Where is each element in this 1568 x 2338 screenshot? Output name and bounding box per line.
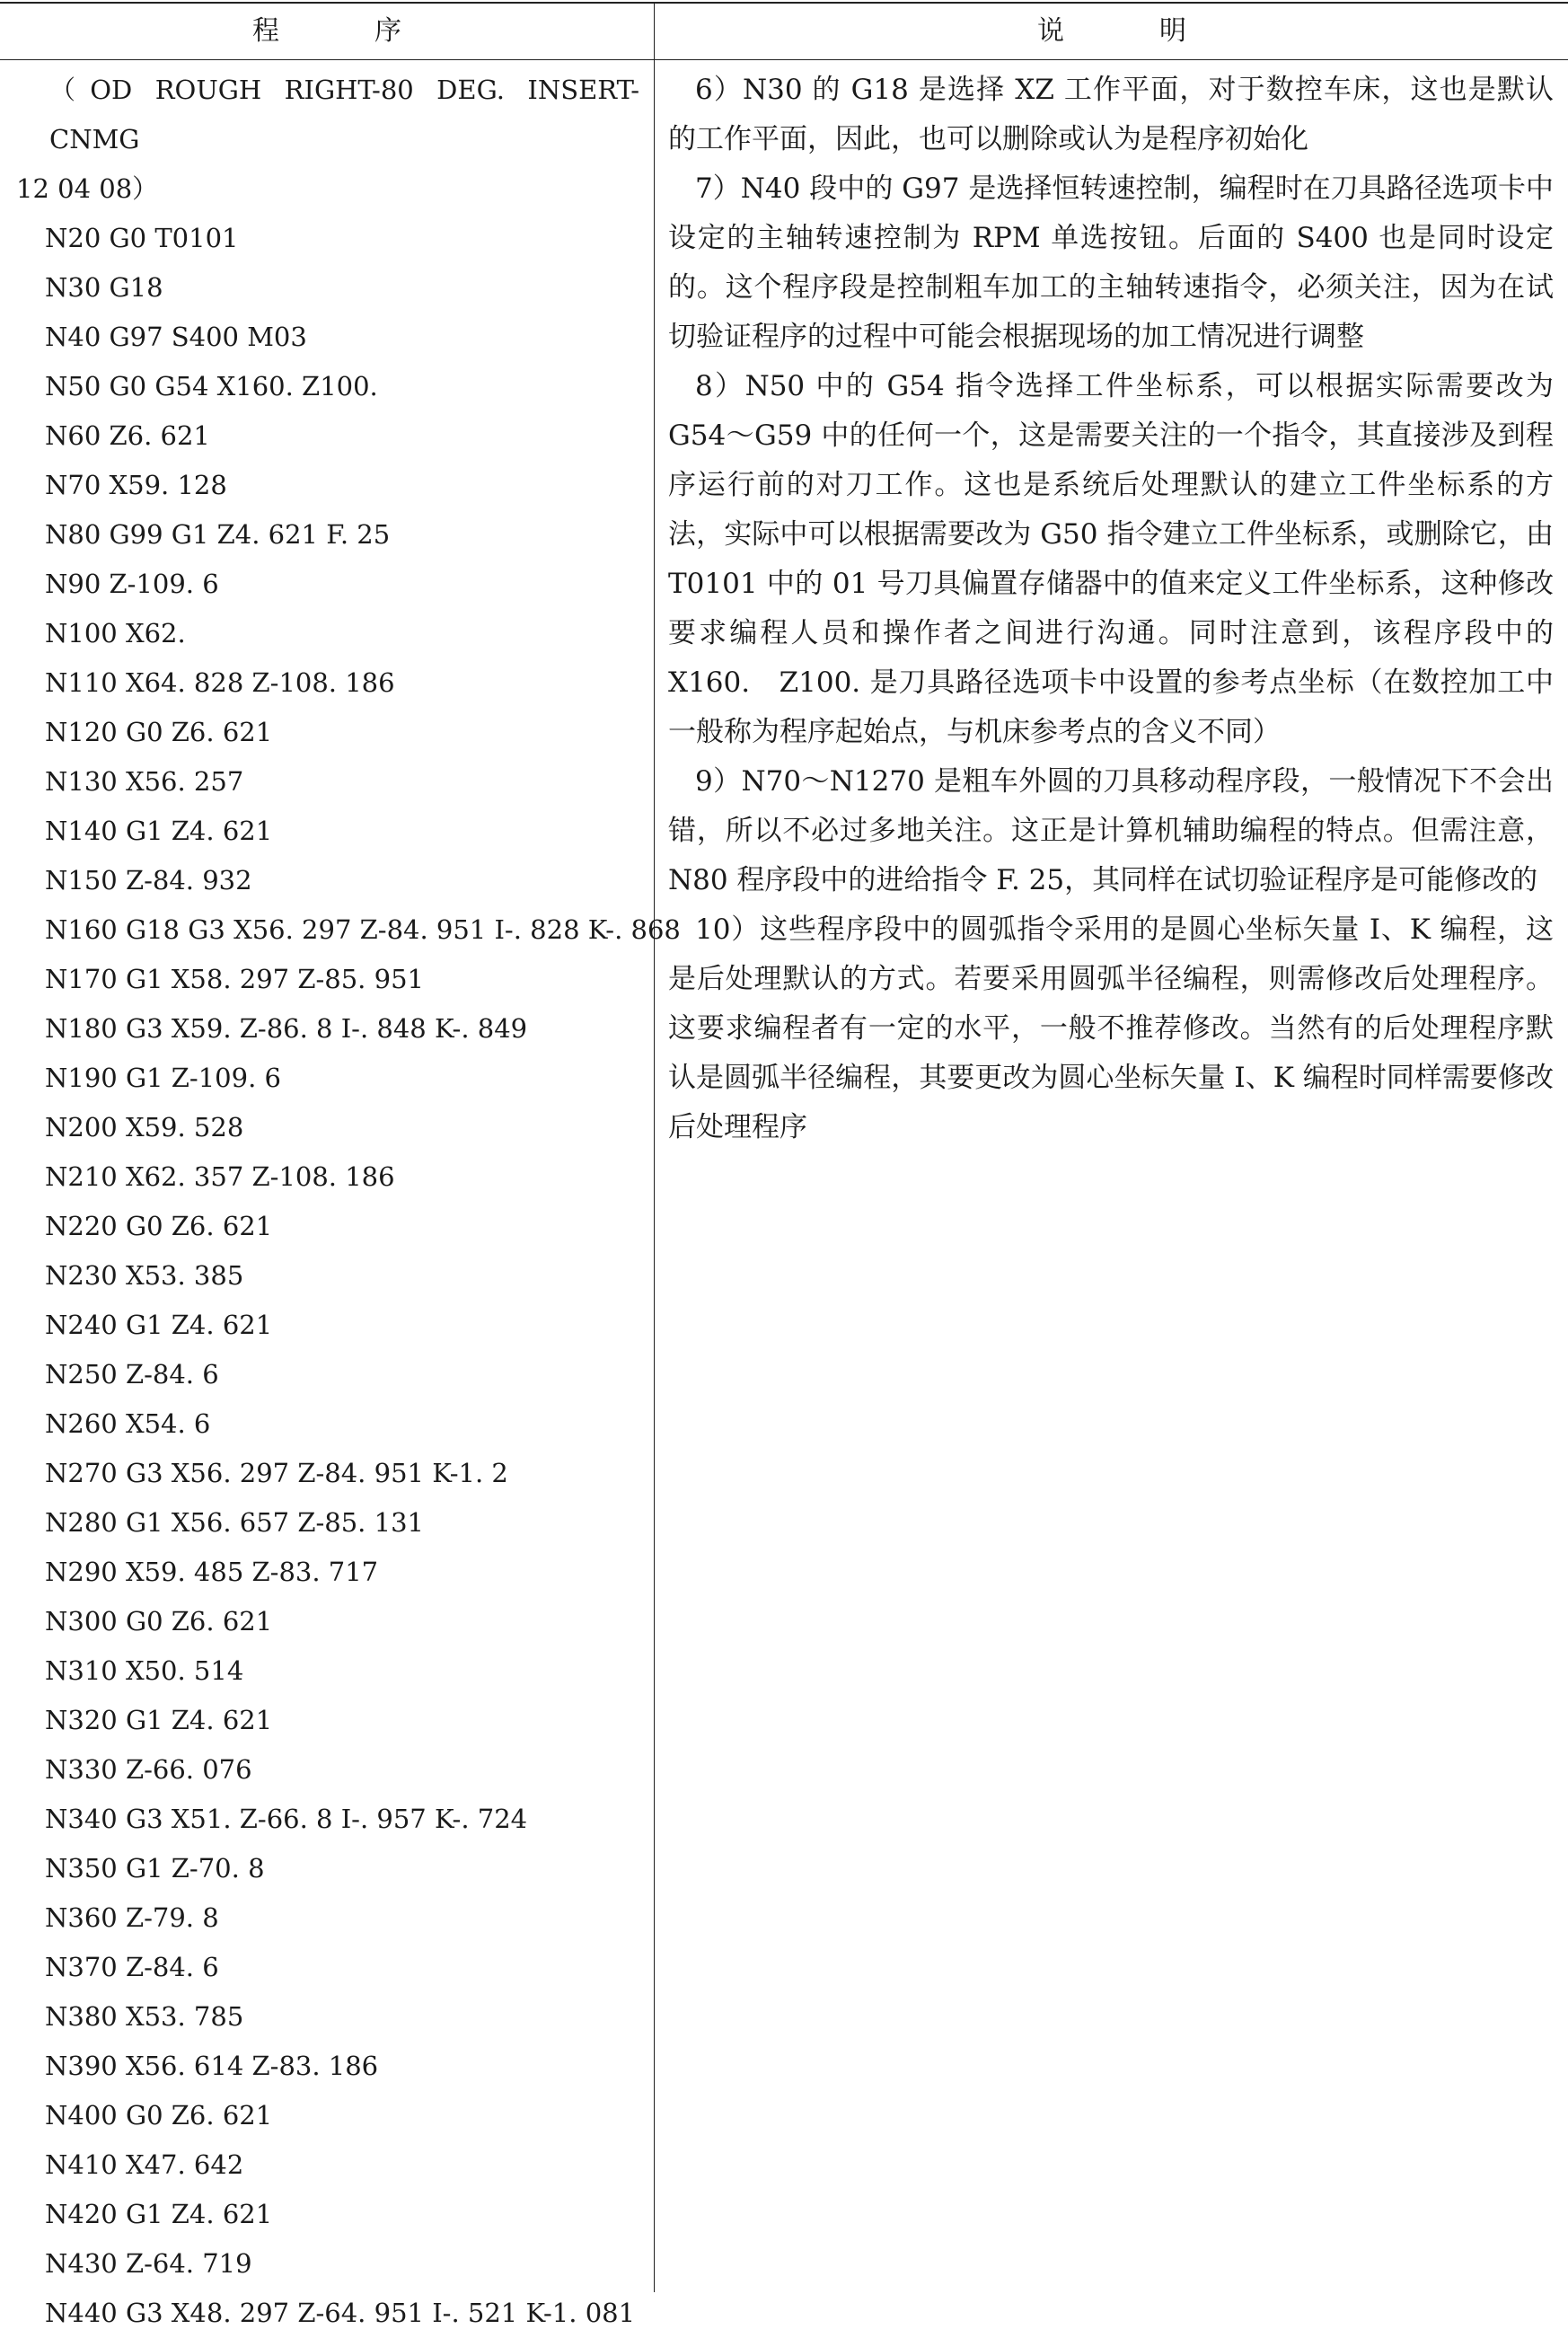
- explanation-paragraph: 6）N30 的 G18 是选择 XZ 工作平面，对于数控车床，这也是默认的工作平面，因此，也可以删除或认为是程序初始化: [668, 74, 1554, 155]
- program-line: N140 G1 Z4. 621: [45, 816, 273, 846]
- program-intro-line-2: 12 04 08）: [16, 173, 159, 204]
- program-line: N270 G3 X56. 297 Z-84. 951 K-1. 2: [45, 1458, 508, 1488]
- program-line: N410 X47. 642: [45, 2149, 244, 2180]
- column-divider: [654, 2, 655, 2292]
- header-explanation: 说 明: [1037, 15, 1220, 47]
- program-line: N20 G0 T0101: [45, 223, 239, 253]
- program-line: N350 G1 Z-70. 8: [45, 1853, 265, 1884]
- program-line: N160 G18 G3 X56. 297 Z-84. 951 I-. 828 K-. 868: [45, 914, 681, 945]
- program-line: N220 G0 Z6. 621: [45, 1211, 273, 1241]
- explanation-column: [668, 66, 1554, 1152]
- program-line: N60 Z6. 621: [45, 420, 210, 451]
- program-line: N250 Z-84. 6: [45, 1359, 219, 1390]
- program-line: N180 G3 X59. Z-86. 8 I-. 848 K-. 849: [45, 1013, 528, 1044]
- table-header-rule: [0, 59, 1568, 60]
- program-line: N360 Z-79. 8: [45, 1902, 219, 1933]
- header-program: 程 序: [252, 15, 436, 47]
- explanation-paragraph: 8）N50 中的 G54 指令选择工件坐标系，可以根据实际需要改为 G54～G59 中的任何一个，这是需要关注的一个指令，其直接涉及到程序运行前的对刀工作。这也是系统后处理默认的建立工件坐标系的方法，实际中可以根据需要改为 G50 指令建立工件坐标系，或删除它，由 T0101 中的 01 号刀具偏置存储器中的值来定义工件坐标系，这种修改要求编程人员和操作者之间进行沟通。同时注意到，该程序段中的 X160. Z100. 是刀具路径选项卡中设置的参考点坐标（在数控加工中一般称为程序起始点，与机床参考点的含义不同）: [668, 370, 1554, 748]
- program-column: [0, 66, 681, 2338]
- program-line: N240 G1 Z4. 621: [45, 1310, 273, 1340]
- program-line: N150 Z-84. 932: [45, 865, 252, 895]
- program-line: N390 X56. 614 Z-83. 186: [45, 2051, 379, 2081]
- program-line: N200 X59. 528: [45, 1112, 244, 1143]
- explanation-paragraph: 10）这些程序段中的圆弧指令采用的是圆心坐标矢量 I、K 编程，这是后处理默认的方式。若要采用圆弧半径编程，则需修改后处理程序。这要求编程者有一定的水平，一般不推荐修改。当然有的后处理程序默认是圆弧半径编程，其要更改为圆心坐标矢量 I、K 编程时同样需要修改后处理程序: [668, 913, 1554, 1143]
- program-line: N420 G1 Z4. 621: [45, 2199, 273, 2229]
- program-line: N320 G1 Z4. 621: [45, 1705, 273, 1735]
- program-line: N100 X62.: [45, 618, 186, 648]
- program-line: N330 Z-66. 076: [45, 1754, 252, 1785]
- program-intro-line-1: （OD ROUGH RIGHT-80 DEG. INSERT-CNMG: [49, 75, 639, 154]
- program-line: N80 G99 G1 Z4. 621 F. 25: [45, 519, 391, 550]
- program-line: N170 G1 X58. 297 Z-85. 951: [45, 964, 424, 994]
- program-line: N400 G0 Z6. 621: [45, 2100, 273, 2131]
- program-line: N310 X50. 514: [45, 1655, 244, 1686]
- program-line: N90 Z-109. 6: [45, 569, 219, 599]
- program-line: N230 X53. 385: [45, 1260, 244, 1291]
- program-line: N280 G1 X56. 657 Z-85. 131: [45, 1507, 424, 1538]
- program-line: N50 G0 G54 X160. Z100.: [45, 371, 378, 401]
- program-line: N440 G3 X48. 297 Z-64. 951 I-. 521 K-1. 081: [45, 2298, 636, 2328]
- program-line: N120 G0 Z6. 621: [45, 717, 273, 747]
- explanation-paragraph: 7）N40 段中的 G97 是选择恒转速控制，编程时在刀具路径选项卡中设定的主轴转速控制为 RPM 单选按钮。后面的 S400 也是同时设定的。这个程序段是控制粗车加工的主轴转速指令，必须关注，因为在试切验证程序的过程中可能会根据现场的加工情况进行调整: [668, 172, 1554, 353]
- program-line: N340 G3 X51. Z-66. 8 I-. 957 K-. 724: [45, 1804, 528, 1834]
- program-line: N70 X59. 128: [45, 470, 227, 500]
- program-line: N300 G0 Z6. 621: [45, 1606, 273, 1637]
- program-line: N30 G18: [45, 272, 163, 303]
- program-line: N430 Z-64. 719: [45, 2248, 252, 2279]
- program-line: N380 X53. 785: [45, 2001, 244, 2032]
- program-line: N260 X54. 6: [45, 1408, 211, 1439]
- program-line: N40 G97 S400 M03: [45, 322, 307, 352]
- program-line: N210 X62. 357 Z-108. 186: [45, 1161, 395, 1192]
- explanation-paragraph: 9）N70～N1270 是粗车外圆的刀具移动程序段，一般情况下不会出错，所以不必过多地关注。这正是计算机辅助编程的特点。但需注意，N80 程序段中的进给指令 F. 25，其同样在试切验证程序是可能修改的: [668, 765, 1554, 896]
- program-line: N110 X64. 828 Z-108. 186: [45, 667, 395, 698]
- program-line: N190 G1 Z-109. 6: [45, 1063, 281, 1093]
- program-line: N130 X56. 257: [45, 766, 244, 797]
- program-line: N370 Z-84. 6: [45, 1952, 219, 1982]
- program-line: N290 X59. 485 Z-83. 717: [45, 1557, 379, 1587]
- program-lines: [0, 214, 681, 2338]
